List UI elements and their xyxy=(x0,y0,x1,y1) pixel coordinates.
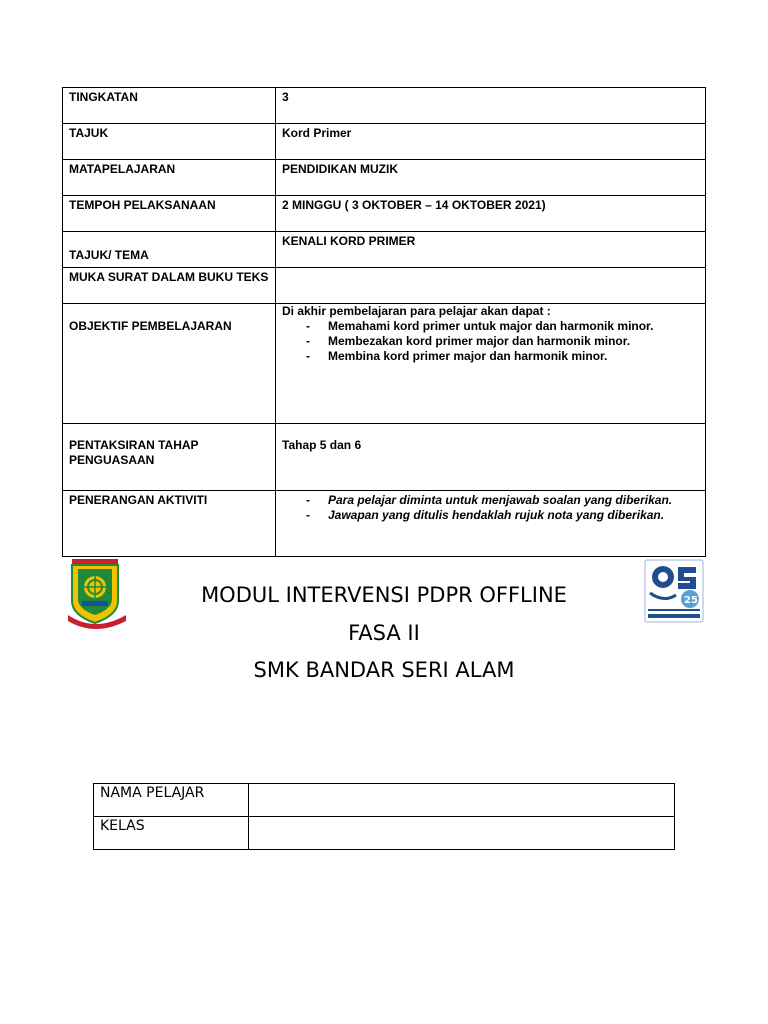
value-muka-surat xyxy=(276,268,706,304)
student-info-table xyxy=(93,783,675,850)
value-objektif xyxy=(276,304,706,424)
value-tempoh: 2 MINGGU ( 3 OKTOBER – 14 OKTOBER 2021) xyxy=(276,196,706,232)
module-phase: FASA II xyxy=(348,621,420,645)
label-tajuk-tema: TAJUK/ TEMA xyxy=(63,232,276,268)
label-nama-pelajar: NAMA PELAJAR xyxy=(94,784,249,817)
table-row xyxy=(94,817,675,850)
list-item: - Para pelajar diminta untuk menjawab soalan yang diberikan. xyxy=(282,493,699,508)
table-row xyxy=(63,424,706,491)
module-title: MODUL INTERVENSI PDPR OFFLINE xyxy=(201,583,567,607)
table-row xyxy=(63,491,706,557)
table-row xyxy=(63,88,706,124)
objektif-list xyxy=(282,319,699,364)
label-muka-surat: MUKA SURAT DALAM BUKU TEKS xyxy=(63,268,276,304)
school-name: SMK BANDAR SERI ALAM xyxy=(253,658,515,682)
label-objektif: OBJEKTIF PEMBELAJARAN xyxy=(63,304,276,424)
label-tingkatan: TINGKATAN xyxy=(63,88,276,124)
class-field[interactable] xyxy=(249,817,675,850)
table-row xyxy=(63,124,706,160)
table-row xyxy=(63,196,706,232)
label-tajuk: TAJUK xyxy=(63,124,276,160)
objektif-intro: Di akhir pembelajaran para pelajar akan dapat : xyxy=(282,304,551,318)
table-row xyxy=(63,160,706,196)
table-row xyxy=(63,268,706,304)
value-matapelajaran: PENDIDIKAN MUZIK xyxy=(276,160,706,196)
label-kelas: KELAS xyxy=(94,817,249,850)
lesson-info-table xyxy=(62,87,706,557)
value-tajuk: Kord Primer xyxy=(276,124,706,160)
aktiviti-list xyxy=(282,493,699,523)
label-matapelajaran: MATAPELAJARAN xyxy=(63,160,276,196)
list-item: - Membezakan kord primer major dan harmonik minor. xyxy=(282,334,699,349)
name-field[interactable] xyxy=(249,784,675,817)
value-tingkatan: 3 xyxy=(276,88,706,124)
table-row xyxy=(94,784,675,817)
label-tempoh: TEMPOH PELAKSANAAN xyxy=(63,196,276,232)
label-penerangan: PENERANGAN AKTIVITI xyxy=(63,491,276,557)
svg-text:25: 25 xyxy=(684,595,698,606)
label-pentaksiran: PENTAKSIRAN TAHAP PENGUASAAN xyxy=(63,424,276,491)
list-item: - Memahami kord primer untuk major dan harmonik minor. xyxy=(282,319,699,334)
value-pentaksiran: Tahap 5 dan 6 xyxy=(276,424,706,491)
list-item: - Membina kord primer major dan harmonik minor. xyxy=(282,349,699,364)
list-item: - Jawapan yang ditulis hendaklah rujuk nota yang diberikan. xyxy=(282,508,699,523)
table-row xyxy=(63,232,706,268)
value-penerangan xyxy=(276,491,706,557)
value-tajuk-tema: KENALI KORD PRIMER xyxy=(276,232,706,268)
table-row xyxy=(63,304,706,424)
